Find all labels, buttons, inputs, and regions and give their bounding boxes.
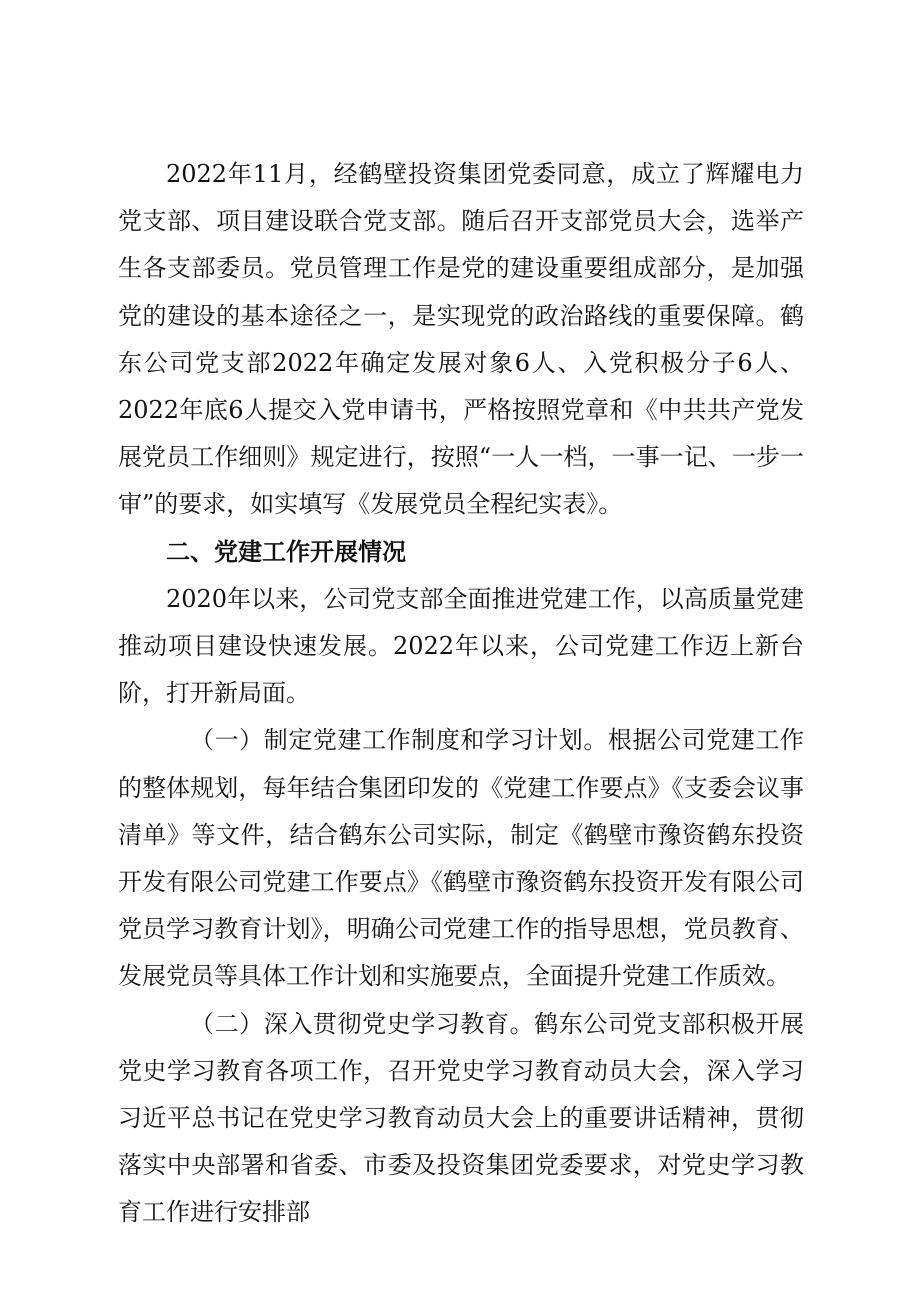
section-heading-party-building: 二、党建工作开展情况	[166, 537, 406, 566]
paragraph-party-branch-founding: 2022年11月，经鹤壁投资集团党委同意，成立了辉耀电力党支部、项目建设联合党支部。随后召开支部党员大会，选举产生各支部委员。党员管理工作是党的建设重要组成部分，是加强党的建设的基本途径之一，是实现党的政治路线的重要保障。鹤东公司党支部2022年确定发展对象6人、入党积极分子6人、2022年底6人提交入党申请书，严格按照党章和《中共共产党发展党员工作细则》规定进行，按照“一人一档，一事一记、一步一审”的要求，如实填写《发展党员全程纪实表》。	[118, 160, 804, 519]
paragraph-party-history-education: （二）深入贯彻党史学习教育。鹤东公司党支部积极开展党史学习教育各项工作，召开党史学习教育动员大会，深入学习习近平总书记在党史学习教育动员大会上的重要讲话精神，贯彻落实中央部署和省委、市委及投资集团党委要求，对党史学习教育工作进行安排部	[118, 1009, 804, 1227]
paragraph-party-building-overview: 2020年以来，公司党支部全面推进党建工作，以高质量党建推动项目建设快速发展。2022年以来，公司党建工作迈上新台阶，打开新局面。	[118, 584, 804, 708]
paragraph-work-system-plan: （一）制定党建工作制度和学习计划。根据公司党建工作的整体规划，每年结合集团印发的《党建工作要点》《支委会议事清单》等文件，结合鹤东公司实际，制定《鹤壁市豫资鹤东投资开发有限公司党建工作要点》《鹤壁市豫资鹤东投资开发有限公司党员学习教育计划》，明确公司党建工作的指导思想，党员教育、发展党员等具体工作计划和实施要点，全面提升党建工作质效。	[118, 726, 804, 991]
document-body	[118, 151, 804, 1237]
